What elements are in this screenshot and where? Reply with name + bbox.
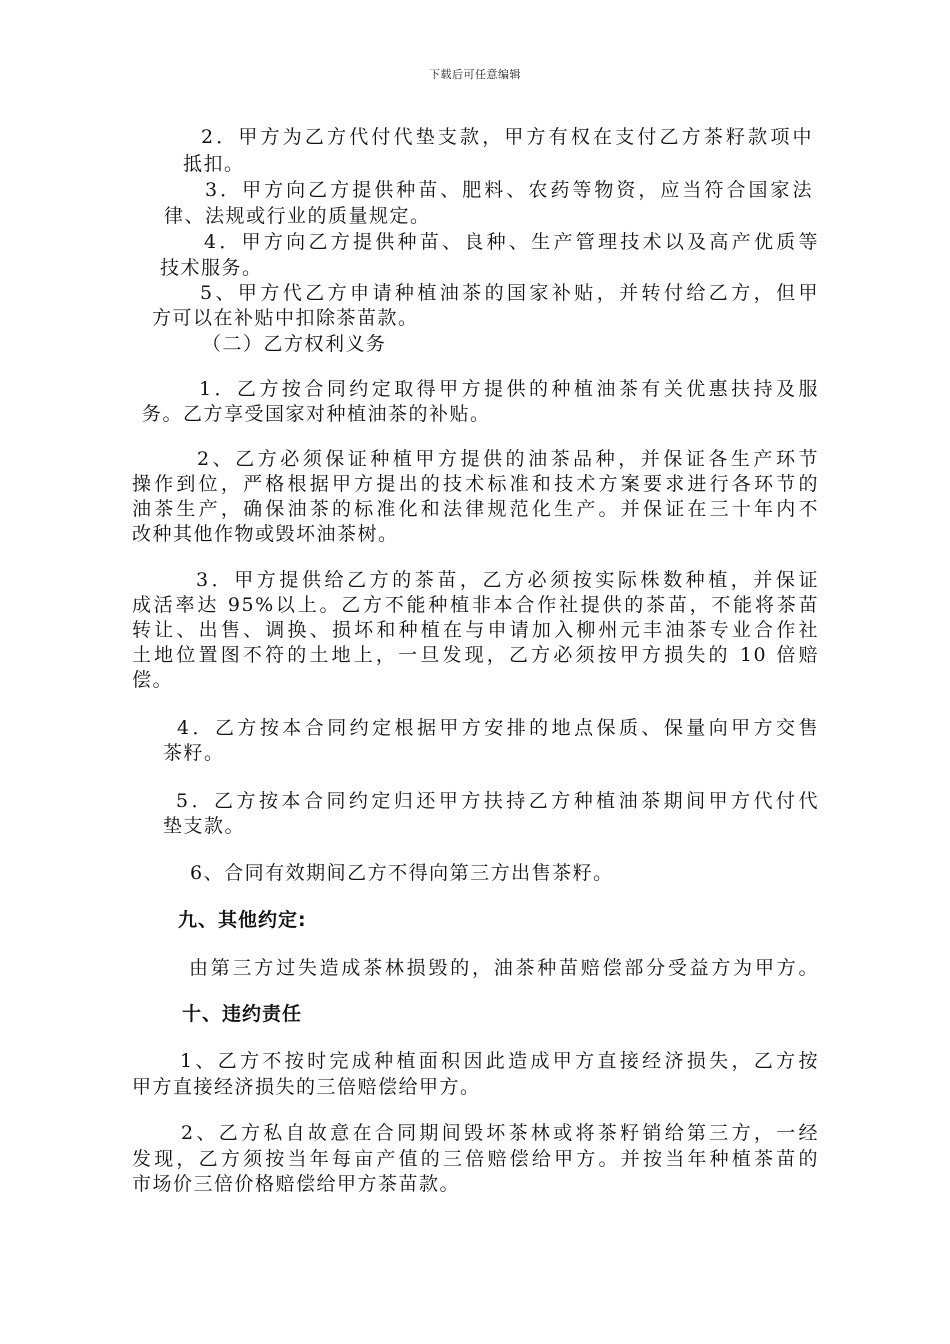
section-yi-heading: （二）乙方权利义务 [202, 333, 387, 355]
item-yi-4-line1: 4．乙方按本合同约定根据甲方安排的地点保质、保量向甲方交售 [177, 717, 819, 739]
item-yi-5-line2: 垫支款。 [163, 815, 246, 837]
item-jia-5-line2: 方可以在补贴中扣除茶苗款。 [152, 307, 419, 329]
item-jia-4-line1: 4．甲方向乙方提供种苗、良种、生产管理技术以及高产优质等 [204, 231, 819, 253]
item-yi-2-line2: 操作到位，严格根据甲方提出的技术标准和技术方案要求进行各环节的 [132, 473, 819, 495]
item-yi-2-line4: 改种其他作物或毁坏油茶树。 [132, 523, 399, 545]
section-ten-heading: 十、违约责任 [182, 1003, 303, 1025]
item-yi-4-line2: 茶籽。 [163, 742, 225, 764]
item-jia-5-line1: 5、甲方代乙方申请种植油茶的国家补贴，并转付给乙方，但甲 [200, 282, 819, 304]
item-yi-3-line3: 转让、出售、调换、损坏和种植在与申请加入柳州元丰油茶专业合作社 [132, 619, 819, 641]
item-jia-2-line2: 抵扣。 [183, 153, 245, 175]
item-ten-2-line2: 发现，乙方须按当年每亩产值的三倍赔偿给甲方。并按当年种植茶苗的 [132, 1148, 819, 1170]
item-yi-3-line5: 偿。 [132, 669, 174, 691]
item-yi-3-line4: 土地位置图不符的土地上，一旦发现，乙方必须按甲方损失的 10 倍赔 [132, 644, 819, 666]
item-jia-3-line2: 律、法规或行业的质量规定。 [164, 205, 431, 227]
page-header: 下载后可任意编辑 [429, 68, 521, 81]
item-ten-2-line3: 市场价三倍价格赔偿给甲方茶苗款。 [132, 1173, 461, 1195]
item-yi-1-line1: 1．乙方按合同约定取得甲方提供的种植油茶有关优惠扶持及服 [199, 378, 819, 400]
item-yi-1-line2: 务。乙方享受国家对种植油茶的补贴。 [142, 403, 491, 425]
item-jia-2-line1: 2．甲方为乙方代付代垫支款，甲方有权在支付乙方茶籽款项中 [201, 126, 813, 148]
item-yi-2-line1: 2、乙方必须保证种植甲方提供的油茶品种，并保证各生产环节 [197, 448, 819, 470]
item-yi-3-line1: 3．甲方提供给乙方的茶苗，乙方必须按实际株数种植，并保证 [196, 569, 819, 591]
item-yi-2-line3: 油茶生产，确保油茶的标准化和法律规范化生产。并保证在三十年内不 [132, 498, 819, 520]
section-nine-heading: 九、其他约定: [178, 909, 307, 931]
item-yi-5-line1: 5．乙方按本合同约定归还甲方扶持乙方种植油茶期间甲方代付代 [176, 790, 819, 812]
item-jia-4-line2: 技术服务。 [160, 257, 263, 279]
item-yi-6: 6、合同有效期间乙方不得向第三方出售茶籽。 [190, 862, 614, 884]
item-ten-1-line2: 甲方直接经济损失的三倍赔偿给甲方。 [132, 1076, 481, 1098]
item-yi-3-line2: 成活率达 95%以上。乙方不能种植非本合作社提供的茶苗，不能将茶苗 [132, 594, 819, 616]
section-nine-text: 由第三方过失造成茶林损毁的，油茶种苗赔偿部分受益方为甲方。 [189, 957, 819, 979]
item-jia-3-line1: 3．甲方向乙方提供种苗、肥料、农药等物资，应当符合国家法 [205, 179, 813, 201]
item-ten-2-line1: 2、乙方私自故意在合同期间毁坏茶林或将茶籽销给第三方，一经 [181, 1122, 819, 1144]
item-ten-1-line1: 1、乙方不按时完成种植面积因此造成甲方直接经济损失，乙方按 [180, 1050, 819, 1072]
